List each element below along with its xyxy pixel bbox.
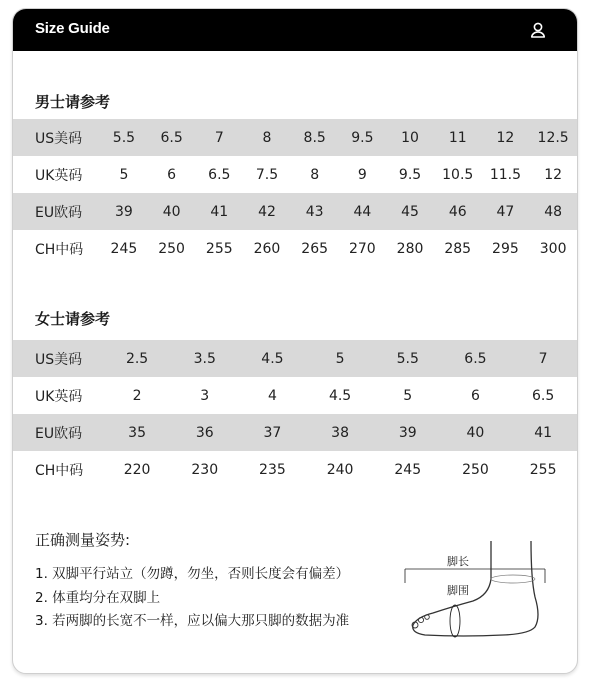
size-cell: 12 xyxy=(544,166,563,183)
size-cell: 8.5 xyxy=(291,119,339,156)
foot-illustration xyxy=(403,539,563,654)
instructions-title: 正确测量姿势: xyxy=(35,531,131,549)
size-cell: 285 xyxy=(444,240,472,257)
instructions-list xyxy=(35,563,349,634)
size-cell: 7 xyxy=(509,340,577,377)
instruction-item: 2. 体重均分在双脚上 xyxy=(35,589,161,606)
size-row xyxy=(13,156,577,193)
size-cell: 260 xyxy=(253,240,281,257)
row-label: UK英码 xyxy=(35,167,83,184)
men-size-table xyxy=(13,119,577,267)
size-cell: 35 xyxy=(103,414,171,451)
size-cell: 6.5 xyxy=(532,387,555,404)
size-cell: 3 xyxy=(200,387,210,404)
size-cell: 10.5 xyxy=(442,166,474,183)
size-row xyxy=(13,414,577,451)
foot-length-label: 脚长 xyxy=(447,555,469,568)
foot-measurement-figure xyxy=(403,539,563,654)
size-cell: 48 xyxy=(529,193,577,230)
size-cell: 44 xyxy=(339,193,387,230)
size-cell: 40 xyxy=(148,193,196,230)
size-row xyxy=(13,193,577,230)
size-cell: 6.5 xyxy=(148,119,196,156)
row-label: US美码 xyxy=(13,119,100,156)
size-cell: 280 xyxy=(396,240,424,257)
size-cell: 230 xyxy=(191,461,219,478)
size-row xyxy=(13,119,577,156)
size-cell: 2 xyxy=(132,387,142,404)
foot-girth-label: 脚围 xyxy=(447,584,469,597)
size-cell: 235 xyxy=(259,461,286,478)
size-cell: 245 xyxy=(110,240,138,257)
row-label: EU欧码 xyxy=(13,414,103,451)
size-cell: 300 xyxy=(539,240,567,257)
row-label: UK英码 xyxy=(35,388,83,405)
size-cell: 4 xyxy=(267,387,277,404)
size-cell: 11 xyxy=(434,119,482,156)
size-cell: 8 xyxy=(243,119,291,156)
size-cell: 9.5 xyxy=(398,166,422,183)
size-cell: 41 xyxy=(195,193,243,230)
size-cell: 6.5 xyxy=(442,340,510,377)
size-cell: 12.5 xyxy=(529,119,577,156)
size-cell: 255 xyxy=(205,240,233,257)
row-label: US美码 xyxy=(13,340,103,377)
women-section-title: 女士请参考 xyxy=(35,310,111,328)
size-cell: 250 xyxy=(462,461,489,478)
size-cell: 47 xyxy=(482,193,530,230)
size-cell: 43 xyxy=(291,193,339,230)
size-cell: 240 xyxy=(326,461,354,478)
user-icon[interactable] xyxy=(529,21,547,39)
size-cell: 39 xyxy=(374,414,442,451)
size-cell: 40 xyxy=(442,414,510,451)
size-row xyxy=(13,230,577,267)
size-cell: 220 xyxy=(123,461,151,478)
size-cell: 7 xyxy=(195,119,243,156)
size-cell: 9.5 xyxy=(339,119,387,156)
size-cell: 11.5 xyxy=(489,166,521,183)
size-cell: 270 xyxy=(348,240,376,257)
size-cell: 250 xyxy=(158,240,185,257)
size-cell: 8 xyxy=(310,166,320,183)
size-row xyxy=(13,377,577,414)
size-cell: 37 xyxy=(239,414,307,451)
size-cell: 41 xyxy=(509,414,577,451)
women-size-table xyxy=(13,340,577,488)
row-label: CH中码 xyxy=(35,241,84,258)
size-cell: 245 xyxy=(394,461,422,478)
size-cell: 42 xyxy=(243,193,291,230)
size-cell: 6.5 xyxy=(208,166,231,183)
size-cell: 46 xyxy=(434,193,482,230)
size-cell: 295 xyxy=(492,240,519,257)
size-cell: 255 xyxy=(529,461,557,478)
size-row xyxy=(13,340,577,377)
header-title: Size Guide xyxy=(35,20,110,37)
size-cell: 45 xyxy=(386,193,434,230)
row-label: CH中码 xyxy=(35,462,84,479)
instruction-item: 1. 双脚平行站立（勿蹲，勿坐，否则长度会有偏差） xyxy=(35,566,350,582)
size-guide-card xyxy=(12,8,578,674)
size-cell: 5.5 xyxy=(374,340,442,377)
size-cell: 5 xyxy=(119,166,129,183)
size-cell: 2.5 xyxy=(103,340,171,377)
size-cell: 5 xyxy=(403,387,413,404)
size-cell: 39 xyxy=(100,193,148,230)
size-cell: 7.5 xyxy=(255,166,279,183)
size-cell: 9 xyxy=(357,166,367,183)
size-cell: 5 xyxy=(306,340,374,377)
size-cell: 5.5 xyxy=(100,119,148,156)
size-row xyxy=(13,451,577,488)
instruction-item: 3. 若两脚的长宽不一样，应以偏大那只脚的数据为准 xyxy=(35,613,350,629)
size-cell: 265 xyxy=(301,240,329,257)
size-cell: 38 xyxy=(306,414,374,451)
header-bar xyxy=(13,9,577,51)
men-section-title: 男士请参考 xyxy=(35,93,111,111)
size-cell: 3.5 xyxy=(171,340,239,377)
size-cell: 6 xyxy=(167,166,177,183)
size-cell: 36 xyxy=(171,414,239,451)
size-cell: 4.5 xyxy=(328,387,352,404)
size-cell: 4.5 xyxy=(239,340,307,377)
size-cell: 6 xyxy=(470,387,480,404)
size-cell: 10 xyxy=(386,119,434,156)
size-cell: 12 xyxy=(482,119,530,156)
row-label: EU欧码 xyxy=(13,193,100,230)
